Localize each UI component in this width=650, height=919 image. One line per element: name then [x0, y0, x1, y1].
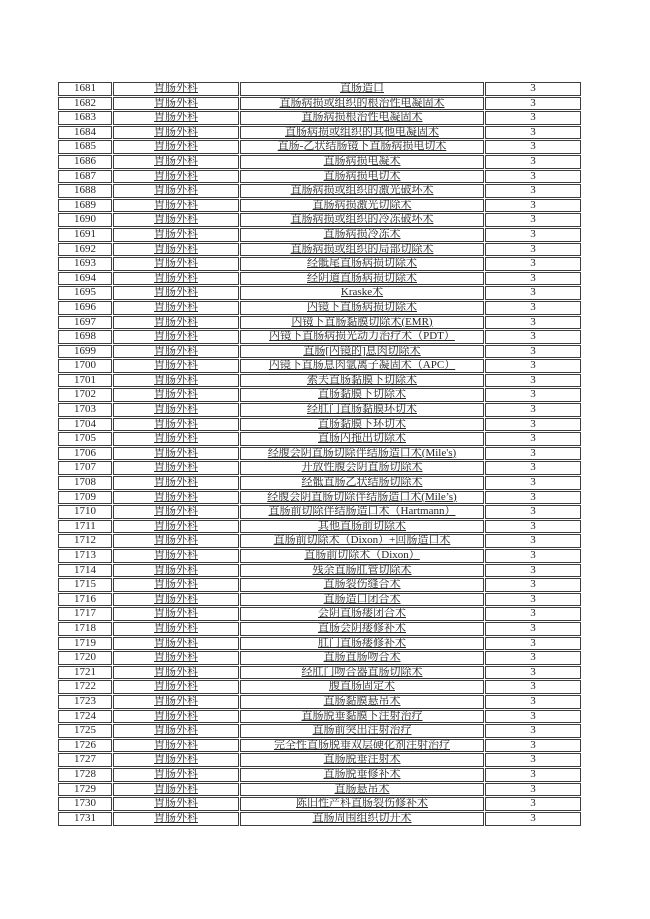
- cell-procedure-name: 直肠裂伤缝合术: [240, 578, 484, 592]
- cell-row-number: 1700: [58, 359, 112, 373]
- cell-procedure-name: 直肠病损或组织的激光破坏术: [240, 184, 484, 198]
- table-row: [58, 753, 581, 767]
- cell-department: 胃肠外科: [113, 388, 239, 402]
- cell-level: 3: [485, 213, 581, 227]
- cell-row-number: 1717: [58, 607, 112, 621]
- table-row: [58, 666, 581, 680]
- cell-row-number: 1682: [58, 97, 112, 111]
- cell-row-number: 1683: [58, 111, 112, 125]
- cell-row-number: 1718: [58, 622, 112, 636]
- cell-department: 胃肠外科: [113, 768, 239, 782]
- cell-level: 3: [485, 695, 581, 709]
- cell-procedure-name: 直肠黏膜下切除术: [240, 388, 484, 402]
- cell-department: 胃肠外科: [113, 622, 239, 636]
- table-row: [58, 126, 581, 140]
- table-row: [58, 505, 581, 519]
- cell-level: 3: [485, 388, 581, 402]
- cell-row-number: 1724: [58, 710, 112, 724]
- cell-row-number: 1699: [58, 345, 112, 359]
- cell-department: 胃肠外科: [113, 184, 239, 198]
- table-row: [58, 243, 581, 257]
- cell-department: 胃肠外科: [113, 359, 239, 373]
- cell-department: 胃肠外科: [113, 140, 239, 154]
- table-row: [58, 710, 581, 724]
- cell-level: 3: [485, 461, 581, 475]
- cell-row-number: 1716: [58, 593, 112, 607]
- cell-level: 3: [485, 564, 581, 578]
- cell-level: 3: [485, 272, 581, 286]
- cell-row-number: 1721: [58, 666, 112, 680]
- table-row: [58, 301, 581, 315]
- cell-department: 胃肠外科: [113, 549, 239, 563]
- cell-level: 3: [485, 359, 581, 373]
- cell-level: 3: [485, 97, 581, 111]
- cell-procedure-name: 直肠[内镜的]息肉切除术: [240, 345, 484, 359]
- cell-level: 3: [485, 710, 581, 724]
- table-row: [58, 403, 581, 417]
- table-row: [58, 461, 581, 475]
- cell-row-number: 1710: [58, 505, 112, 519]
- table-row: [58, 140, 581, 154]
- cell-procedure-name: 经阴道直肠病损切除术: [240, 272, 484, 286]
- cell-level: 3: [485, 301, 581, 315]
- cell-procedure-name: 直肠悬吊术: [240, 783, 484, 797]
- cell-level: 3: [485, 316, 581, 330]
- cell-level: 3: [485, 447, 581, 461]
- table-row: [58, 388, 581, 402]
- cell-row-number: 1707: [58, 461, 112, 475]
- cell-department: 胃肠外科: [113, 505, 239, 519]
- cell-level: 3: [485, 418, 581, 432]
- cell-row-number: 1690: [58, 213, 112, 227]
- table-row: [58, 768, 581, 782]
- cell-procedure-name: 直肠病损或组织的冷冻破坏术: [240, 213, 484, 227]
- cell-level: 3: [485, 330, 581, 344]
- cell-department: 胃肠外科: [113, 330, 239, 344]
- cell-procedure-name: 直肠造口: [240, 82, 484, 96]
- cell-department: 胃肠外科: [113, 607, 239, 621]
- cell-procedure-name: 腹直肠固定术: [240, 680, 484, 694]
- cell-department: 胃肠外科: [113, 476, 239, 490]
- cell-department: 胃肠外科: [113, 432, 239, 446]
- cell-procedure-name: 完全性直肠脱垂双层硬化剂注射治疗: [240, 739, 484, 753]
- cell-row-number: 1726: [58, 739, 112, 753]
- cell-department: 胃肠外科: [113, 155, 239, 169]
- cell-level: 3: [485, 199, 581, 213]
- procedure-table: [57, 81, 582, 827]
- table-row: [58, 578, 581, 592]
- cell-level: 3: [485, 520, 581, 534]
- cell-procedure-name: 直肠病损或组织的局部切除术: [240, 243, 484, 257]
- cell-department: 胃肠外科: [113, 797, 239, 811]
- cell-row-number: 1695: [58, 286, 112, 300]
- cell-procedure-name: 直肠病损或组织的根治性电凝固术: [240, 97, 484, 111]
- cell-level: 3: [485, 374, 581, 388]
- table-row: [58, 286, 581, 300]
- table-row: [58, 651, 581, 665]
- table-row: [58, 111, 581, 125]
- cell-row-number: 1698: [58, 330, 112, 344]
- cell-procedure-name: 直肠脱垂修补术: [240, 768, 484, 782]
- table-row: [58, 374, 581, 388]
- cell-row-number: 1692: [58, 243, 112, 257]
- cell-procedure-name: 直肠病损冷冻术: [240, 228, 484, 242]
- cell-level: 3: [485, 155, 581, 169]
- table-row: [58, 680, 581, 694]
- cell-department: 胃肠外科: [113, 491, 239, 505]
- cell-department: 胃肠外科: [113, 257, 239, 271]
- cell-level: 3: [485, 491, 581, 505]
- cell-row-number: 1715: [58, 578, 112, 592]
- cell-procedure-name: 经肛门直肠黏膜环切术: [240, 403, 484, 417]
- cell-procedure-name: 直肠病损电凝术: [240, 155, 484, 169]
- table-row: [58, 97, 581, 111]
- cell-row-number: 1730: [58, 797, 112, 811]
- table-row: [58, 739, 581, 753]
- cell-department: 胃肠外科: [113, 534, 239, 548]
- table-row: [58, 155, 581, 169]
- cell-level: 3: [485, 768, 581, 782]
- table-row: [58, 199, 581, 213]
- cell-procedure-name: 直肠病损电切术: [240, 170, 484, 184]
- table-row: [58, 272, 581, 286]
- table-row: [58, 359, 581, 373]
- cell-procedure-name: 直肠直肠吻合术: [240, 651, 484, 665]
- cell-department: 胃肠外科: [113, 374, 239, 388]
- cell-level: 3: [485, 243, 581, 257]
- cell-procedure-name: 直肠内拖出切除术: [240, 432, 484, 446]
- cell-row-number: 1720: [58, 651, 112, 665]
- cell-row-number: 1685: [58, 140, 112, 154]
- cell-row-number: 1714: [58, 564, 112, 578]
- cell-level: 3: [485, 637, 581, 651]
- table-row: [58, 345, 581, 359]
- cell-department: 胃肠外科: [113, 97, 239, 111]
- cell-row-number: 1727: [58, 753, 112, 767]
- cell-level: 3: [485, 593, 581, 607]
- cell-department: 胃肠外科: [113, 345, 239, 359]
- cell-procedure-name: 内镜下直肠病损光动力治疗术（PDT）: [240, 330, 484, 344]
- cell-department: 胃肠外科: [113, 316, 239, 330]
- cell-procedure-name: 直肠会阴瘘修补术: [240, 622, 484, 636]
- cell-department: 胃肠外科: [113, 593, 239, 607]
- cell-row-number: 1694: [58, 272, 112, 286]
- cell-department: 胃肠外科: [113, 199, 239, 213]
- cell-procedure-name: Kraske术: [240, 286, 484, 300]
- cell-department: 胃肠外科: [113, 286, 239, 300]
- cell-department: 胃肠外科: [113, 418, 239, 432]
- cell-procedure-name: 陈旧性产科直肠裂伤修补术: [240, 797, 484, 811]
- cell-level: 3: [485, 345, 581, 359]
- cell-row-number: 1713: [58, 549, 112, 563]
- cell-row-number: 1722: [58, 680, 112, 694]
- cell-row-number: 1706: [58, 447, 112, 461]
- cell-procedure-name: 经骶直肠乙状结肠切除术: [240, 476, 484, 490]
- cell-procedure-name: 直肠病损激光切除术: [240, 199, 484, 213]
- cell-level: 3: [485, 184, 581, 198]
- cell-department: 胃肠外科: [113, 578, 239, 592]
- table-row: [58, 491, 581, 505]
- table-row: [58, 637, 581, 651]
- cell-procedure-name: 直肠病损根治性电凝固术: [240, 111, 484, 125]
- cell-row-number: 1728: [58, 768, 112, 782]
- cell-procedure-name: 直肠脱垂注射术: [240, 753, 484, 767]
- cell-procedure-name: 直肠黏膜下环切术: [240, 418, 484, 432]
- table-row: [58, 549, 581, 563]
- cell-level: 3: [485, 578, 581, 592]
- cell-procedure-name: 经骶尾直肠病损切除术: [240, 257, 484, 271]
- cell-procedure-name: 内镜下直肠病损切除术: [240, 301, 484, 315]
- cell-row-number: 1686: [58, 155, 112, 169]
- cell-level: 3: [485, 170, 581, 184]
- table-row: [58, 170, 581, 184]
- cell-department: 胃肠外科: [113, 82, 239, 96]
- cell-level: 3: [485, 783, 581, 797]
- cell-level: 3: [485, 403, 581, 417]
- cell-department: 胃肠外科: [113, 461, 239, 475]
- table-row: [58, 783, 581, 797]
- cell-level: 3: [485, 651, 581, 665]
- cell-level: 3: [485, 257, 581, 271]
- cell-level: 3: [485, 607, 581, 621]
- cell-procedure-name: 经腹会阴直肠切除伴结肠造口术(Mile's): [240, 447, 484, 461]
- cell-department: 胃肠外科: [113, 447, 239, 461]
- cell-department: 胃肠外科: [113, 651, 239, 665]
- cell-department: 胃肠外科: [113, 564, 239, 578]
- cell-row-number: 1687: [58, 170, 112, 184]
- cell-procedure-name: 其他直肠前切除术: [240, 520, 484, 534]
- cell-level: 3: [485, 432, 581, 446]
- cell-procedure-name: 直肠病损或组织的其他电凝固术: [240, 126, 484, 140]
- cell-department: 胃肠外科: [113, 710, 239, 724]
- cell-row-number: 1711: [58, 520, 112, 534]
- cell-row-number: 1731: [58, 812, 112, 826]
- cell-level: 3: [485, 724, 581, 738]
- cell-procedure-name: 开放性腹会阴直肠切除术: [240, 461, 484, 475]
- cell-row-number: 1729: [58, 783, 112, 797]
- table-row: [58, 257, 581, 271]
- cell-department: 胃肠外科: [113, 272, 239, 286]
- cell-department: 胃肠外科: [113, 403, 239, 417]
- cell-department: 胃肠外科: [113, 812, 239, 826]
- cell-department: 胃肠外科: [113, 520, 239, 534]
- cell-procedure-name: 经腹会阴直肠切除伴结肠造口术(Mile’s): [240, 491, 484, 505]
- cell-department: 胃肠外科: [113, 243, 239, 257]
- cell-procedure-name: 直肠-乙状结肠镜下直肠病损电切术: [240, 140, 484, 154]
- table-row: [58, 593, 581, 607]
- cell-row-number: 1684: [58, 126, 112, 140]
- cell-department: 胃肠外科: [113, 753, 239, 767]
- cell-department: 胃肠外科: [113, 680, 239, 694]
- cell-procedure-name: 直肠前切除术（Dixon）: [240, 549, 484, 563]
- table-row: [58, 622, 581, 636]
- table-row: [58, 418, 581, 432]
- cell-procedure-name: 直肠前切除伴结肠造口术（Hartmann）: [240, 505, 484, 519]
- table-row: [58, 564, 581, 578]
- cell-row-number: 1704: [58, 418, 112, 432]
- table-row: [58, 812, 581, 826]
- cell-row-number: 1712: [58, 534, 112, 548]
- table-row: [58, 316, 581, 330]
- cell-procedure-name: 直肠造口闭合术: [240, 593, 484, 607]
- cell-department: 胃肠外科: [113, 695, 239, 709]
- table-row: [58, 534, 581, 548]
- cell-row-number: 1703: [58, 403, 112, 417]
- cell-row-number: 1688: [58, 184, 112, 198]
- cell-level: 3: [485, 680, 581, 694]
- cell-level: 3: [485, 140, 581, 154]
- cell-level: 3: [485, 111, 581, 125]
- cell-row-number: 1693: [58, 257, 112, 271]
- table-row: [58, 82, 581, 96]
- cell-department: 胃肠外科: [113, 301, 239, 315]
- cell-level: 3: [485, 812, 581, 826]
- cell-level: 3: [485, 534, 581, 548]
- cell-procedure-name: 肛门直肠瘘修补术: [240, 637, 484, 651]
- table-row: [58, 797, 581, 811]
- cell-level: 3: [485, 286, 581, 300]
- table-row: [58, 184, 581, 198]
- cell-department: 胃肠外科: [113, 783, 239, 797]
- cell-row-number: 1696: [58, 301, 112, 315]
- table-body: [58, 82, 581, 826]
- cell-level: 3: [485, 739, 581, 753]
- cell-row-number: 1708: [58, 476, 112, 490]
- cell-row-number: 1681: [58, 82, 112, 96]
- cell-row-number: 1723: [58, 695, 112, 709]
- table-row: [58, 607, 581, 621]
- cell-level: 3: [485, 549, 581, 563]
- cell-procedure-name: 残余直肠肛管切除术: [240, 564, 484, 578]
- cell-procedure-name: 直肠前突出注射治疗: [240, 724, 484, 738]
- cell-row-number: 1719: [58, 637, 112, 651]
- table-row: [58, 432, 581, 446]
- cell-procedure-name: 内镜下直肠黏膜切除术(EMR): [240, 316, 484, 330]
- cell-row-number: 1697: [58, 316, 112, 330]
- table-row: [58, 213, 581, 227]
- table-row: [58, 447, 581, 461]
- cell-procedure-name: 直肠周围组织切开术: [240, 812, 484, 826]
- cell-procedure-name: 直肠脱垂黏膜下注射治疗: [240, 710, 484, 724]
- cell-row-number: 1709: [58, 491, 112, 505]
- table-row: [58, 695, 581, 709]
- cell-row-number: 1691: [58, 228, 112, 242]
- table-row: [58, 228, 581, 242]
- cell-department: 胃肠外科: [113, 739, 239, 753]
- table-row: [58, 330, 581, 344]
- cell-department: 胃肠外科: [113, 213, 239, 227]
- cell-level: 3: [485, 126, 581, 140]
- cell-level: 3: [485, 228, 581, 242]
- cell-procedure-name: 直肠前切除术（Dixon）+回肠造口术: [240, 534, 484, 548]
- cell-level: 3: [485, 82, 581, 96]
- cell-procedure-name: 经肛门吻合器直肠切除术: [240, 666, 484, 680]
- cell-row-number: 1705: [58, 432, 112, 446]
- table-row: [58, 520, 581, 534]
- cell-level: 3: [485, 505, 581, 519]
- cell-department: 胃肠外科: [113, 724, 239, 738]
- table-row: [58, 476, 581, 490]
- table-row: [58, 724, 581, 738]
- cell-level: 3: [485, 797, 581, 811]
- cell-row-number: 1725: [58, 724, 112, 738]
- cell-level: 3: [485, 753, 581, 767]
- cell-row-number: 1701: [58, 374, 112, 388]
- cell-department: 胃肠外科: [113, 637, 239, 651]
- cell-level: 3: [485, 622, 581, 636]
- cell-department: 胃肠外科: [113, 111, 239, 125]
- cell-procedure-name: 会阴直肠瘘闭合术: [240, 607, 484, 621]
- cell-level: 3: [485, 666, 581, 680]
- cell-department: 胃肠外科: [113, 170, 239, 184]
- cell-department: 胃肠外科: [113, 228, 239, 242]
- cell-procedure-name: 索夫直肠黏膜下切除术: [240, 374, 484, 388]
- cell-procedure-name: 内镜下直肠息肉氩离子凝固术（APC）: [240, 359, 484, 373]
- cell-procedure-name: 直肠黏膜悬吊术: [240, 695, 484, 709]
- cell-row-number: 1702: [58, 388, 112, 402]
- cell-department: 胃肠外科: [113, 666, 239, 680]
- cell-department: 胃肠外科: [113, 126, 239, 140]
- cell-row-number: 1689: [58, 199, 112, 213]
- cell-level: 3: [485, 476, 581, 490]
